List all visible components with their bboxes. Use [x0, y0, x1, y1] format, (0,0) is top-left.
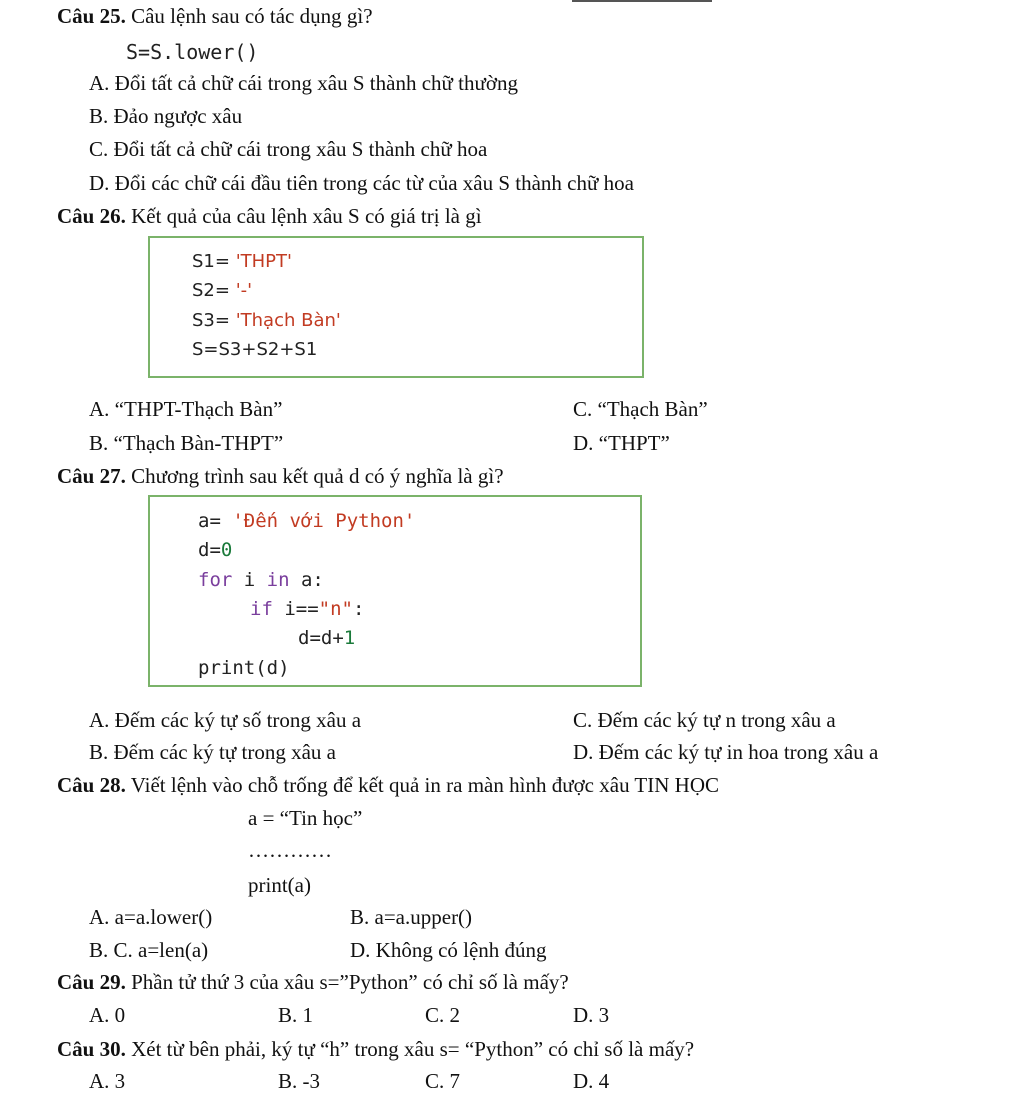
q30-option-b: B. -3	[278, 1069, 320, 1093]
q27-code-line5: d=d+1	[298, 627, 356, 649]
q30-number: Câu 30.	[57, 1037, 126, 1061]
q27-text: Chương trình sau kết quả d có ý nghĩa là gì?	[131, 464, 504, 488]
q26-option-c: C. “Thạch Bàn”	[573, 397, 708, 421]
q28-option-a: A. a=a.lower()	[89, 905, 213, 929]
q28-code-line1: a = “Tin học”	[248, 806, 363, 830]
q30-option-a: A. 3	[89, 1069, 126, 1093]
q27-option-b: B. Đếm các ký tự trong xâu a	[89, 740, 336, 764]
q26-option-a: A. “THPT-Thạch Bàn”	[89, 397, 283, 421]
q25-heading	[57, 6, 373, 27]
q30-text: Xét từ bên phải, ký tự “h” trong xâu s= “Python” có chỉ số là mấy?	[131, 1037, 695, 1061]
q28-heading	[57, 775, 719, 796]
q27-heading	[57, 466, 504, 487]
q25-option-b: B. Đảo ngược xâu	[89, 104, 243, 128]
q27-code-line2: d=0	[198, 539, 233, 561]
q27-option-c: C. Đếm các ký tự n trong xâu a	[573, 708, 836, 732]
q28-text: Viết lệnh vào chỗ trống để kết quả in ra màn hình được xâu TIN HỌC	[130, 773, 720, 797]
q29-option-b: B. 1	[278, 1003, 314, 1027]
q26-number: Câu 26.	[57, 204, 126, 228]
q29-option-a: A. 0	[89, 1003, 126, 1027]
q25-option-c: C. Đổi tất cả chữ cái trong xâu S thành chữ hoa	[89, 137, 488, 161]
q28-option-b: B. a=a.upper()	[350, 905, 473, 929]
q29-number: Câu 29.	[57, 970, 126, 994]
q26-code-line2: S2= '-'	[192, 280, 253, 301]
q25-option-a: A. Đổi tất cả chữ cái trong xâu S thành chữ thường	[89, 71, 518, 95]
q25-number: Câu 25.	[57, 4, 126, 28]
q26-option-b: B. “Thạch Bàn-THPT”	[89, 431, 284, 455]
q26-code-line3: S3= 'Thạch Bàn'	[192, 310, 341, 331]
q28-option-d: D. Không có lệnh đúng	[350, 938, 547, 962]
q26-code-line4: S=S3+S2+S1	[192, 339, 318, 360]
q26-code-line1: S1= 'THPT'	[192, 251, 292, 272]
q26-heading	[57, 206, 482, 227]
q28-number: Câu 28.	[57, 773, 126, 797]
q27-code-line1: a= 'Đến với Python'	[198, 510, 416, 532]
q26-text: Kết quả của câu lệnh xâu S có giá trị là gì	[131, 204, 482, 228]
q25-code: S=S.lower()	[126, 40, 259, 64]
q30-heading	[57, 1039, 694, 1060]
q27-option-a: A. Đếm các ký tự số trong xâu a	[89, 708, 362, 732]
q25-option-d: D. Đổi các chữ cái đầu tiên trong các từ của xâu S thành chữ hoa	[89, 171, 634, 195]
top-rule	[572, 0, 712, 2]
q28-code-line3: print(a)	[248, 873, 311, 897]
q27-number: Câu 27.	[57, 464, 126, 488]
q29-option-d: D. 3	[573, 1003, 610, 1027]
q27-code-line3: for i in a:	[198, 569, 324, 591]
q30-option-c: C. 7	[425, 1069, 461, 1093]
q29-text: Phần tử thứ 3 của xâu s=”Python” có chỉ số là mấy?	[131, 970, 569, 994]
q28-option-c: B. C. a=len(a)	[89, 938, 209, 962]
q25-text: Câu lệnh sau có tác dụng gì?	[131, 4, 373, 28]
q26-option-d: D. “THPT”	[573, 431, 670, 455]
q27-code-line6: print(d)	[198, 657, 290, 679]
q27-code-line4: if i=="n":	[250, 598, 365, 620]
q29-option-c: C. 2	[425, 1003, 461, 1027]
q29-heading	[57, 972, 569, 993]
q27-option-d: D. Đếm các ký tự in hoa trong xâu a	[573, 740, 879, 764]
q30-option-d: D. 4	[573, 1069, 610, 1093]
q28-blank: …………	[248, 838, 332, 862]
